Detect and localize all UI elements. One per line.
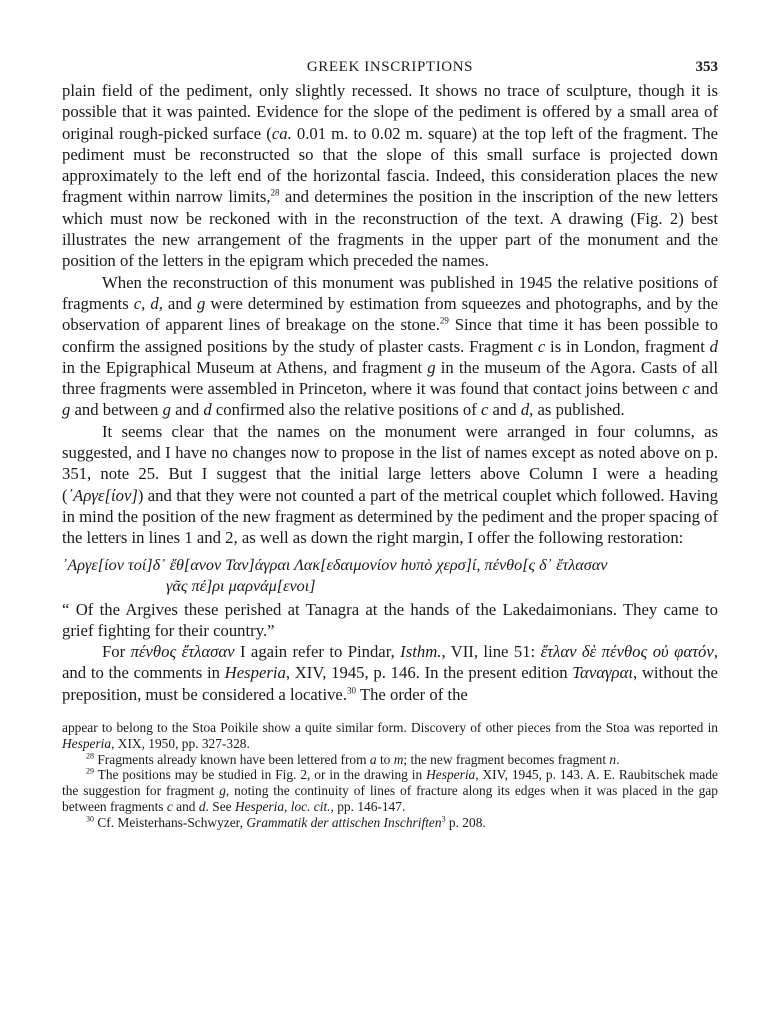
greek-phrase: ἔτλαν δὲ πένθος οὐ φατόν <box>540 642 714 662</box>
text-run: and between <box>70 400 163 420</box>
text-run: p. 208. <box>445 814 486 830</box>
fragment-letter: c <box>480 400 489 420</box>
text-run: , <box>284 799 291 814</box>
text-run: , VII, line 51: <box>441 642 541 662</box>
paragraph-2 <box>62 272 718 421</box>
greek-restoration <box>62 555 718 597</box>
citation-abbrev: loc. cit. <box>290 799 331 814</box>
journal-title: Hesperia <box>426 767 476 783</box>
fragment-letter: c <box>682 379 690 399</box>
text-run: to <box>376 751 394 767</box>
greek-phrase: πένθος ἔτλασαν <box>130 642 235 662</box>
text-run: . <box>616 751 620 767</box>
text-run: were determined by estimation from squeezes and photographs, and by the observation of apparent lines of breakage on the stone. <box>62 293 718 335</box>
fragment-letter: c <box>133 293 142 313</box>
footnote-29 <box>62 767 718 814</box>
fragment-letter: n <box>609 751 617 767</box>
footnote-number: 29 <box>86 766 94 776</box>
text-run: in the Epigraphical Museum at Athens, and fragment <box>62 357 428 377</box>
main-text <box>62 80 718 705</box>
text-run: Fragments already known have been lettered from <box>94 751 370 767</box>
text-run: , and <box>158 293 198 313</box>
paragraph-3 <box>62 421 718 549</box>
text-run: It seems clear that the names on the monument were arranged in four columns, as suggested, and I have no changes now to propose in the list of names except as noted above on p. 351, note 25. But I suggest that the initial large letters above Column I were a heading ( <box>62 421 718 505</box>
text-run: Since that time it has been possible to confirm the assigned positions by the study of plaster casts. Fragment <box>62 315 718 356</box>
text-run: , <box>141 293 151 313</box>
fragment-letter: d <box>709 336 718 356</box>
text-run: confirmed also the relative positions of <box>211 400 481 420</box>
text-run: , pp. 146-147. <box>330 799 406 814</box>
text-run: 0.01 m. to 0.02 m. square) at the top left of the fragment. The pediment must be reconstructed so that the slope of this small surface is projected down approximately to the left end of the horizontal fascia. Indeed, this consideration places the new fragment within narrow limits, <box>62 123 718 207</box>
text-run: and <box>488 400 521 420</box>
text-run: , without the preposition, must be considered a locative. <box>62 663 718 704</box>
footnote-ref-28[interactable]: 28 <box>270 187 280 198</box>
text-run: , XIV, 1945, p. 143. A. E. Raubitschek made the suggestion for fragment <box>62 767 718 799</box>
text-run: When the reconstruction of this monument was published in 1945 the relative positions of fragments <box>62 272 718 313</box>
journal-title: Hesperia <box>62 735 112 751</box>
page-number: 353 <box>695 59 718 75</box>
footnote-ref-29[interactable]: 29 <box>439 315 449 326</box>
paragraph-1 <box>62 80 718 272</box>
footnote-ref-30[interactable]: 30 <box>347 685 356 696</box>
book-title: Grammatik der attischen Inschriften <box>246 814 442 830</box>
journal-title: Hesperia <box>234 799 285 814</box>
fragment-letter: m <box>393 751 404 767</box>
text-run: Cf. Meisterhans-Schwyzer, <box>94 814 247 830</box>
greek-line-2: γᾶς πέ]ρι μαρνάμ[ενοι] <box>166 576 316 595</box>
text-run: in the museum of the Agora. Casts of all three fragments were assembled in Princeton, where it was found that contact joins between <box>62 357 718 399</box>
page <box>62 52 718 831</box>
text-run: plain field of the pediment, only slightly recessed. It shows no trace of sculpture, though it is possible that it was painted. Evidence for the slope of the pediment is offered by a small area of original rough-picked surface ( <box>62 81 718 143</box>
running-header <box>62 52 718 80</box>
fragment-letter: g <box>219 783 226 799</box>
text-run: , as published. <box>529 400 625 420</box>
edition-number: 3 <box>441 814 446 824</box>
fragment-letter: d <box>150 293 159 313</box>
text-run: For <box>102 642 131 662</box>
fragment-letter: a <box>369 751 377 767</box>
text-run: The order of the <box>356 684 468 704</box>
fragment-letter: g <box>62 400 71 420</box>
footnotes <box>62 720 718 831</box>
text-run: and determines the position in the inscription of the new letters which must now be reckoned with in the reconstruction of the text. A drawing (Fig. 2) best illustrates the new arrangement of the fragments in the upper part of the monument and the position of the letters in the epigram which preceded the names. <box>62 187 718 271</box>
running-title: GREEK INSCRIPTIONS <box>306 59 474 75</box>
fragment-letter: g <box>162 400 171 420</box>
footnote-28 <box>62 752 718 768</box>
text-run: and <box>170 400 204 420</box>
text-run: , and to the comments in <box>62 642 718 683</box>
fragment-letter: c <box>537 336 546 356</box>
text-run: ; the new fragment becomes fragment <box>403 751 610 767</box>
translation: “ Of the Argives these perished at Tanagra at the hands of the Lakedaimonians. They came to grief fighting for their country.” <box>62 599 718 640</box>
text-run: and <box>172 799 199 814</box>
fragment-letter: g <box>427 357 436 377</box>
fragment-letter: c <box>166 799 173 814</box>
journal-title: Hesperia <box>224 663 286 683</box>
text-run: , XIX, 1950, pp. 327-328. <box>111 735 250 751</box>
text-run: ) and that they were not counted a part of the metrical couplet which followed. Having in mind the position of the new fragment as determined by the pediment and the proper spacing of the letters in lines 1 and 2, as well as down the right margin, I offer the following restoration: <box>62 485 718 548</box>
text-run-italic: ca. <box>271 123 292 143</box>
fragment-letter: g <box>197 293 206 313</box>
text-run: , noting the continuity of lines of fracture along its edges when it was placed in the gap between fragments <box>62 783 718 814</box>
text-run: I again refer to Pindar, <box>234 642 401 662</box>
text-run: The positions may be studied in Fig. 2, or in the drawing in <box>94 767 427 783</box>
text-run: , XIV, 1945, p. 146. In the present edition <box>285 663 573 683</box>
text-run: appear to belong to the Stoa Poikile show a quite similar form. Discovery of other pieces from the Stoa was reported in <box>62 720 718 736</box>
footnote-continuation <box>62 720 718 752</box>
text-run: is in London, fragment <box>545 336 710 356</box>
footnote-number: 28 <box>86 751 94 761</box>
text-run: and <box>689 379 718 399</box>
greek-heading: ᾿Αργε[ίον] <box>67 485 138 505</box>
footnote-number: 30 <box>86 814 94 824</box>
fragment-letter: d <box>203 400 212 420</box>
fragment-letter: d <box>198 799 206 814</box>
footnote-30 <box>62 815 718 831</box>
citation-title: Isthm. <box>400 642 442 662</box>
greek-line-1: ᾿Αργε[ίον τοί]δ᾿ ἔθ[ανον Ταν]άγραι Λακ[εδαιμονίον hυπὸ χερσ]ί, πένθο[ς δ᾿ ἔτλασαν <box>62 555 608 574</box>
text-run: . See <box>205 799 235 814</box>
greek-phrase: Ταναγραι <box>572 663 633 683</box>
fragment-letter: d <box>520 400 530 420</box>
paragraph-4 <box>62 641 718 705</box>
